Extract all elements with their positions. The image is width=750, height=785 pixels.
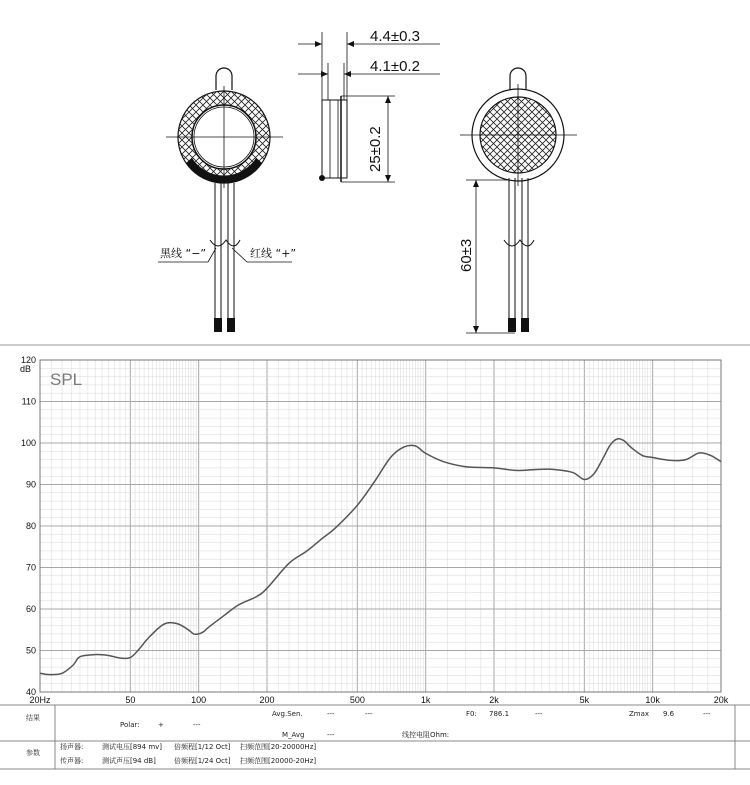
dim-lead-length: 60±3 xyxy=(458,238,475,272)
m-avg-label: M_Avg xyxy=(282,731,305,739)
speaker-label: 扬声器: xyxy=(60,743,84,751)
x-tick-label: 20Hz xyxy=(29,695,51,705)
polar-value: + xyxy=(158,721,164,729)
y-tick-label: 60 xyxy=(25,604,36,614)
y-axis-unit: dB xyxy=(20,364,32,374)
x-tick-label: 200 xyxy=(259,695,275,705)
dim-thickness-inner: 4.1±0.2 xyxy=(370,58,420,75)
chart-grid xyxy=(40,360,721,692)
y-tick-label: 110 xyxy=(21,396,36,407)
row-label-params: 参数 xyxy=(26,749,40,757)
row-label-results: 结果 xyxy=(26,714,40,722)
avg-sen-value2: --- xyxy=(365,710,373,718)
m-avg-value: --- xyxy=(327,731,335,739)
x-tick-label: 50 xyxy=(125,695,136,705)
y-tick-label: 50 xyxy=(25,645,36,656)
x-tick-label: 10k xyxy=(645,695,660,705)
sweep-range-mic: 扫频范围[20000-20Hz] xyxy=(240,757,317,765)
x-tick-label: 20k xyxy=(713,695,729,705)
black-wire-label: 黑线 “−” xyxy=(160,247,207,260)
polar-label: Polar: xyxy=(120,721,140,729)
test-spl: 测试声压[94 dB] xyxy=(102,757,156,765)
back-view xyxy=(460,68,577,333)
avg-sen-label: Avg.Sen. xyxy=(272,710,303,718)
f0-value2: --- xyxy=(535,710,543,718)
line-resistance-label: 线控电阻Ohm: xyxy=(402,731,450,739)
zmax-value: 9.6 xyxy=(663,710,675,718)
y-tick-label: 80 xyxy=(25,521,36,531)
zmax-value2: --- xyxy=(703,710,711,718)
y-tick-label: 70 xyxy=(25,562,36,573)
x-tick-label: 2k xyxy=(489,695,499,705)
avg-sen-value: --- xyxy=(327,710,335,718)
sweep-range-speaker: 扫频范围[20-20000Hz] xyxy=(240,743,317,751)
x-tick-label: 100 xyxy=(191,695,207,705)
chart-title: SPL xyxy=(50,370,83,389)
front-view-ring xyxy=(158,68,292,332)
y-tick-label: 120 xyxy=(20,355,36,365)
octave-speaker: 倍频程[1/12 Oct] xyxy=(174,743,231,751)
spl-chart xyxy=(0,344,750,785)
x-tick-label: 500 xyxy=(349,695,365,705)
x-tick-label: 1k xyxy=(420,695,431,705)
test-voltage: 测试电压[894 mv] xyxy=(102,743,163,751)
dim-thickness-outer: 4.4±0.3 xyxy=(370,28,420,45)
y-tick-label: 90 xyxy=(25,479,36,490)
mechanical-drawing xyxy=(0,0,750,344)
y-tick-label: 100 xyxy=(20,438,36,448)
mic-label: 传声器: xyxy=(60,757,84,765)
red-wire-label: 红线 “+” xyxy=(250,247,297,260)
zmax-label: Zmax xyxy=(629,710,650,718)
polar-value2: --- xyxy=(193,721,201,729)
f0-label: F0: xyxy=(466,710,477,718)
octave-mic: 倍频程[1/24 Oct] xyxy=(174,757,231,765)
f0-value: 786.1 xyxy=(489,710,510,718)
x-tick-label: 5k xyxy=(579,695,590,705)
y-tick-label: 40 xyxy=(25,687,36,697)
dim-diameter: 25±0.2 xyxy=(367,126,384,172)
